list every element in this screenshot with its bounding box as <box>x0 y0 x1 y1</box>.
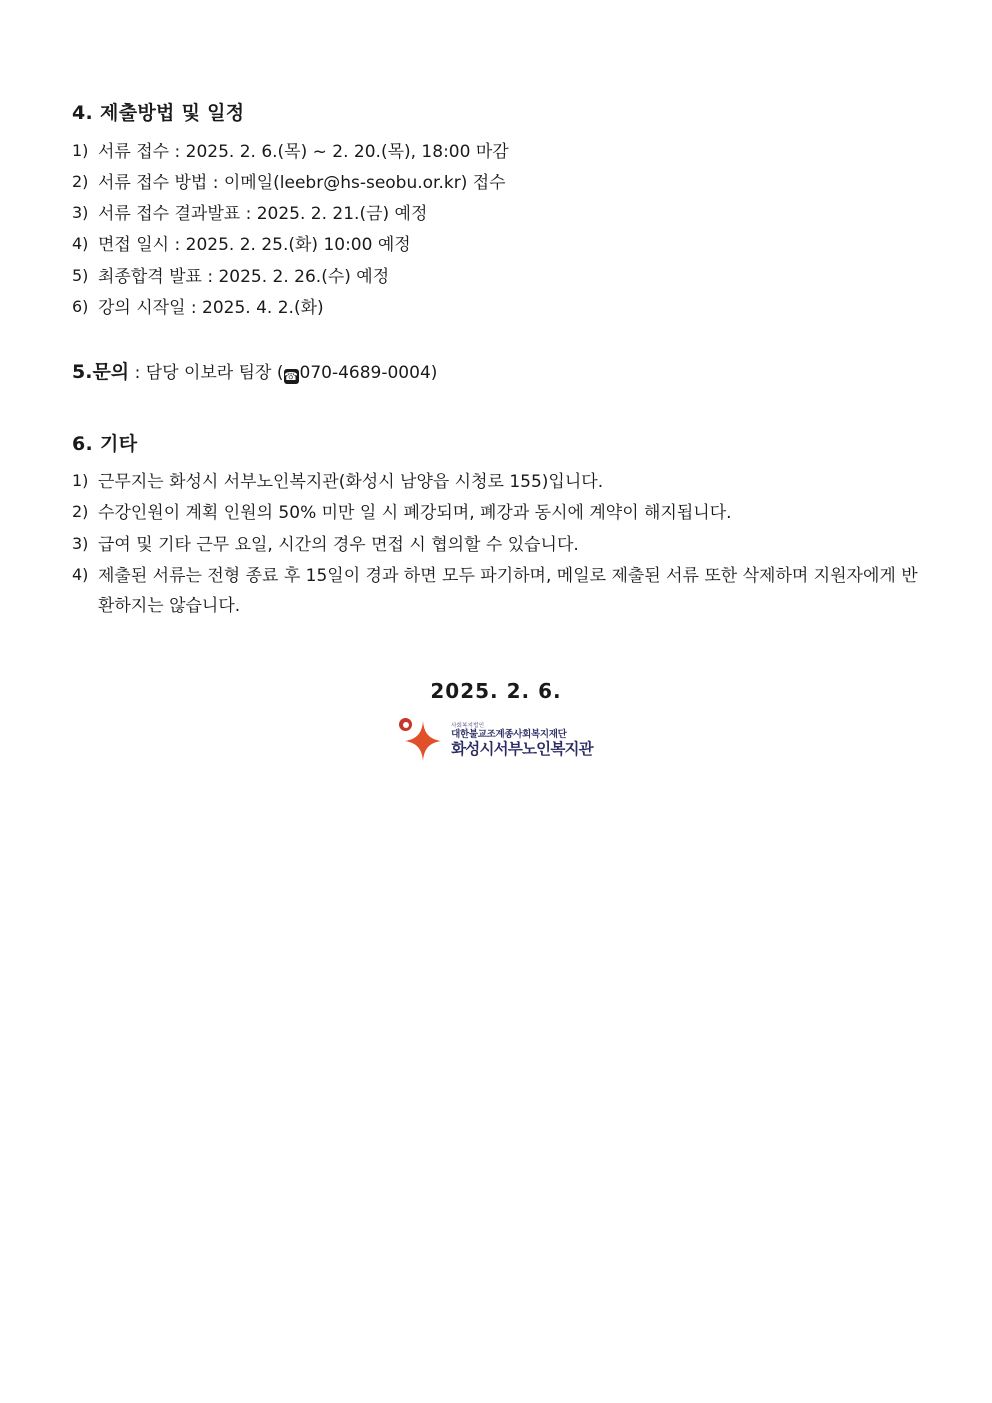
logo-area <box>72 717 920 763</box>
contact-prefix: : 담당 이보라 팀장 ( <box>129 363 284 384</box>
list-item <box>72 293 920 323</box>
section-heading-etc <box>72 431 920 458</box>
list-text: 최종합격 발표 : 2025. 2. 26.(수) 예정 <box>98 266 390 287</box>
hwaseong-seobu-logo-mark-icon <box>399 717 445 763</box>
section-title: 기타 <box>100 432 138 455</box>
list-marker: 4) <box>72 234 89 254</box>
list-text: 수강인원이 계획 인원의 50% 미만 일 시 폐강되며, 폐강과 동시에 계약이 해지됩니다. <box>98 503 732 524</box>
list-item <box>72 262 920 292</box>
list-marker: 2) <box>72 502 89 522</box>
etc-list <box>72 467 920 621</box>
list-text: 서류 접수 결과발표 : 2025. 2. 21.(금) 예정 <box>98 204 428 225</box>
list-item <box>72 137 920 167</box>
list-marker: 6) <box>72 296 89 316</box>
list-marker: 4) <box>72 564 89 584</box>
list-text: 서류 접수 : 2025. 2. 6.(목) ~ 2. 20.(목), 18:00 마감 <box>98 141 509 162</box>
section-contact <box>72 358 920 387</box>
submission-list <box>72 137 920 324</box>
section-title: 제출방법 및 일정 <box>100 102 245 124</box>
section-submission <box>72 100 920 323</box>
section-heading-submission <box>72 100 920 127</box>
list-item <box>72 530 920 560</box>
list-text: 근무지는 화성시 서부노인복지관(화성시 남양읍 시청로 155)입니다. <box>98 472 604 493</box>
list-text: 급여 및 기타 근무 요일, 시간의 경우 면접 시 협의할 수 있습니다. <box>98 534 579 555</box>
list-item <box>72 467 920 497</box>
logo-mid-text: 대한불교조계종사회복지재단 <box>451 729 567 741</box>
list-item <box>72 199 920 229</box>
contact-phone: 070-4689-0004 <box>299 363 431 384</box>
phone-icon: ☎ <box>284 370 298 384</box>
list-item <box>72 498 920 528</box>
list-item <box>72 561 920 622</box>
document-date: 2025. 2. 6. <box>430 679 562 704</box>
list-text: 제출된 서류는 전형 종료 후 15일이 경과 하면 모두 파기하며, 메일로 제출된 서류 또한 삭제하며 지원자에게 반환하지는 않습니다. <box>98 565 918 617</box>
spacer <box>72 324 920 358</box>
list-marker: 3) <box>72 203 89 223</box>
list-marker: 5) <box>72 265 89 285</box>
organization-logo <box>399 717 593 763</box>
logo-tiny-text: 사회복지법인 <box>451 722 485 729</box>
logo-big-text: 화성시서부노인복지관 <box>451 739 593 758</box>
section-title: 문의 <box>92 361 130 384</box>
list-text: 면접 일시 : 2025. 2. 25.(화) 10:00 예정 <box>98 235 411 256</box>
list-marker: 3) <box>72 533 89 553</box>
contact-heading <box>72 358 920 387</box>
list-marker: 2) <box>72 171 89 191</box>
list-text: 서류 접수 방법 : 이메일(leebr@hs-seobu.or.kr) 접수 <box>98 172 506 193</box>
list-marker: 1) <box>72 140 89 160</box>
section-number: 6. <box>72 432 94 455</box>
list-item <box>72 230 920 260</box>
list-item <box>72 168 920 198</box>
section-number: 4. <box>72 102 94 124</box>
list-text: 강의 시작일 : 2025. 4. 2.(화) <box>98 297 324 318</box>
section-etc <box>72 431 920 622</box>
list-marker: 1) <box>72 471 89 491</box>
contact-suffix: ) <box>430 363 438 384</box>
section-number: 5. <box>72 361 93 384</box>
spacer <box>72 387 920 431</box>
logo-text-block <box>451 724 593 758</box>
